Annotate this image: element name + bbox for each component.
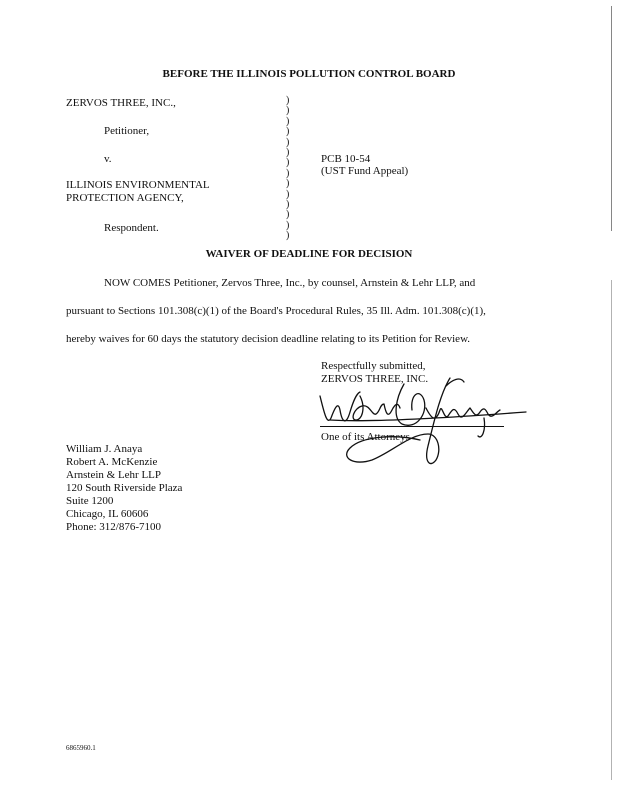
scan-edge-mark-lower <box>611 280 612 780</box>
board-heading: BEFORE THE ILLINOIS POLLUTION CONTROL BOARD <box>162 68 456 80</box>
paren: ) <box>286 157 290 169</box>
paren: ) <box>286 230 290 242</box>
address-city: Chicago, IL 60606 <box>66 508 149 520</box>
body-line-1: NOW COMES Petitioner, Zervos Three, Inc., by counsel, Arnstein & Lehr LLP, and <box>104 277 476 289</box>
closing-text: Respectfully submitted, <box>321 360 426 372</box>
signing-party: ZERVOS THREE, INC. <box>321 373 429 385</box>
paren: ) <box>286 188 290 200</box>
attorney-name-2: Robert A. McKenzie <box>66 456 158 468</box>
paren: ) <box>286 209 290 221</box>
respondent-role: Respondent. <box>104 222 159 234</box>
scan-edge-mark <box>611 6 612 231</box>
paren: ) <box>286 219 290 231</box>
handwritten-signature <box>300 364 530 494</box>
case-number: PCB 10-54 <box>321 153 371 165</box>
attorney-name-1: William J. Anaya <box>66 443 143 455</box>
paren: ) <box>286 95 290 106</box>
paren: ) <box>286 105 290 117</box>
phone-number: Phone: 312/876-7100 <box>66 521 162 533</box>
paren: ) <box>286 178 290 190</box>
document-title: WAIVER OF DEADLINE FOR DECISION <box>205 248 413 260</box>
respondent-line-1: ILLINOIS ENVIRONMENTAL <box>66 179 210 191</box>
petitioner-role: Petitioner, <box>104 125 150 137</box>
paren: ) <box>286 146 290 158</box>
body-line-2: pursuant to Sections 101.308(c)(1) of the Board's Procedural Rules, 35 Ill. Adm. 101.308(c)(1), <box>66 305 486 317</box>
address-suite: Suite 1200 <box>66 495 114 507</box>
address-street: 120 South Riverside Plaza <box>66 482 183 494</box>
body-line-3: hereby waives for 60 days the statutory decision deadline relating to its Petition for Review. <box>66 333 471 345</box>
respondent-line-2: PROTECTION AGENCY, <box>66 192 184 204</box>
petitioner-name: ZERVOS THREE, INC., <box>66 97 176 109</box>
footer-document-id: 6865960.1 <box>66 744 96 752</box>
law-firm-name: Arnstein & Lehr LLP <box>66 469 162 481</box>
signature-line <box>320 426 504 427</box>
signer-title: One of its Attorneys <box>321 431 410 443</box>
paren: ) <box>286 136 290 148</box>
case-type: (UST Fund Appeal) <box>321 165 409 177</box>
paren: ) <box>286 115 290 127</box>
versus-label: v. <box>104 153 112 165</box>
paren: ) <box>286 167 290 179</box>
paren: ) <box>286 198 290 210</box>
paren: ) <box>286 126 290 138</box>
caption-parenthesis-column <box>286 96 294 241</box>
